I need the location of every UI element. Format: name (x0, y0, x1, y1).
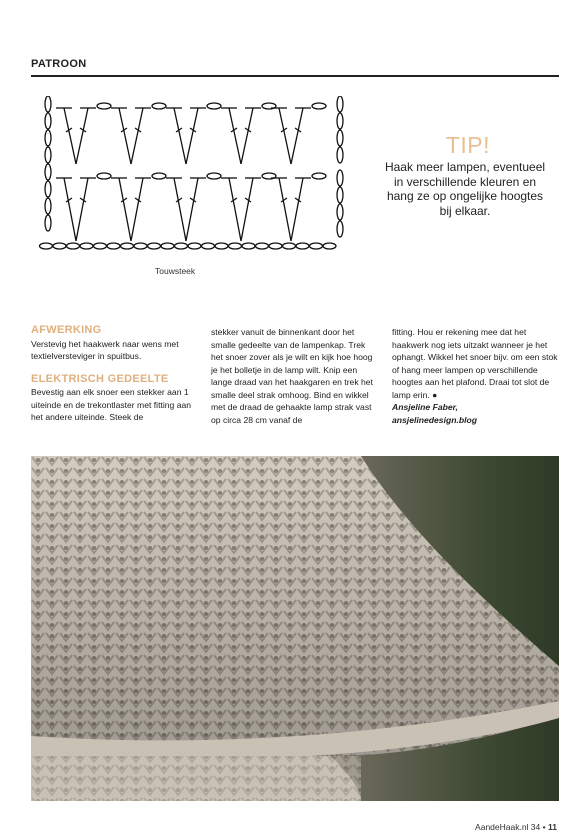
chain-stitch-symbol (152, 173, 166, 179)
chain-stitch-symbol (323, 243, 336, 249)
side-chain-symbol (337, 204, 343, 220)
paragraph-col2: stekker vanuit de binnenkant door het smalle gedeelte van de lampenkap. Trek het snoer zover als je wilt en kijk hoe hoog je het bolletje in de lamp wilt. Knip een lange draad van het haakgaren en trek het smalle deel strak omhoog. Bind en wikkel met de draad de gehaakte lamp strak vast op circa 28 cm vanaf de (211, 327, 373, 425)
side-chain-symbol (45, 215, 51, 231)
chain-stitch-symbol (175, 243, 188, 249)
side-chain-symbol (45, 164, 51, 180)
double-crochet-symbol (291, 108, 303, 164)
double-crochet-symbol (229, 178, 241, 241)
page-number: 11 (548, 822, 557, 832)
chain-stitch-symbol (152, 103, 166, 109)
chain-stitch-symbol (94, 243, 107, 249)
chain-stitch-symbol (107, 243, 120, 249)
chain-stitch-symbol (229, 243, 242, 249)
double-crochet-symbol (229, 108, 241, 164)
chain-stitch-symbol (296, 243, 309, 249)
chain-stitch-symbol (148, 243, 161, 249)
side-chain-symbol (337, 170, 343, 186)
chain-stitch-symbol (312, 173, 326, 179)
double-crochet-symbol (131, 108, 143, 164)
text-column-2 (211, 326, 377, 426)
chain-stitch-symbol (207, 173, 221, 179)
chain-stitch-symbol (312, 103, 326, 109)
double-crochet-symbol (64, 108, 76, 164)
side-chain-symbol (337, 221, 343, 237)
double-crochet-symbol (64, 178, 76, 241)
chart-caption: Touwsteek (155, 266, 196, 276)
author-website: ansjelinedesign.blog (392, 414, 477, 425)
chain-stitch-symbol (202, 243, 215, 249)
chain-stitch-symbol (80, 243, 93, 249)
end-mark: ● (432, 389, 438, 400)
side-chain-symbol (337, 113, 343, 129)
footer-bullet: • (542, 822, 546, 832)
double-crochet-symbol (119, 178, 131, 241)
side-chain-symbol (45, 147, 51, 163)
chain-stitch-symbol (256, 243, 269, 249)
heading-afwerking: AFWERKING (31, 324, 102, 336)
chain-stitch-symbol (97, 173, 111, 179)
tip-title: TIP! (445, 132, 490, 158)
chain-stitch-symbol (40, 243, 53, 249)
chain-stitch-symbol (215, 243, 228, 249)
chain-stitch-symbol (283, 243, 296, 249)
side-chain-symbol (337, 187, 343, 203)
side-chain-symbol (337, 130, 343, 146)
footer-magazine: AandeHaak.nl 34 (475, 822, 541, 832)
section-title: PATROON (31, 58, 87, 70)
double-crochet-symbol (76, 108, 88, 164)
chain-stitch-symbol (188, 243, 201, 249)
paragraph-elektrisch: Bevestig aan elk snoer een stekker aan 1 uiteinde en de trekontlaster met fitting aan het andere uiteinde. Steek de (31, 387, 192, 422)
lampshade-photo (31, 456, 559, 801)
side-chain-symbol (337, 96, 343, 112)
side-chain-symbol (45, 96, 51, 112)
paragraph-afwerking: Verstevig het haakwerk naar wens met textielversteviger in spuitbus. (31, 338, 179, 361)
double-crochet-symbol (279, 178, 291, 241)
double-crochet-symbol (291, 178, 303, 241)
text-column-1 (31, 324, 199, 424)
chain-stitch-symbol (134, 243, 147, 249)
chain-stitch-symbol (121, 243, 134, 249)
side-chain-symbol (45, 181, 51, 197)
col3-text: fitting. Hou er rekening mee dat het haakwerk nog iets uitzakt wanneer je het ophangt. Wikkel het snoer bijv. om een stok of hang meer lampen op verschillende hoogtes aan het plafond. Draai tot slot de lamp erin. (392, 327, 558, 400)
double-crochet-symbol (119, 108, 131, 164)
double-crochet-symbol (174, 178, 186, 241)
chain-stitch-symbol (262, 173, 276, 179)
header-rule (31, 75, 559, 77)
side-chain-symbol (337, 147, 343, 163)
double-crochet-symbol (241, 178, 253, 241)
double-crochet-symbol (131, 178, 143, 241)
heading-elektrisch: ELEKTRISCH GEDEELTE (31, 372, 169, 385)
chain-stitch-symbol (269, 243, 282, 249)
chain-stitch-symbol (67, 243, 80, 249)
chain-stitch-symbol (161, 243, 174, 249)
double-crochet-symbol (186, 108, 198, 164)
chain-stitch-symbol (310, 243, 323, 249)
chain-stitch-symbol (97, 103, 111, 109)
double-crochet-symbol (241, 108, 253, 164)
text-column-3 (392, 326, 559, 426)
chain-stitch-symbol (242, 243, 255, 249)
double-crochet-symbol (279, 108, 291, 164)
double-crochet-symbol (76, 178, 88, 241)
side-chain-symbol (45, 198, 51, 214)
author-name: Ansjeline Faber, (392, 402, 458, 412)
double-crochet-symbol (186, 178, 198, 241)
paragraph-col3 (392, 326, 559, 401)
page-footer (475, 822, 557, 832)
chain-stitch-symbol (53, 243, 66, 249)
tip-text: Haak meer lampen, eventueel in verschillende kleuren en hang ze op ongelijke hoogtes bij elkaar. (384, 160, 546, 218)
chain-stitch-symbol (207, 103, 221, 109)
chain-stitch-symbol (262, 103, 276, 109)
side-chain-symbol (45, 113, 51, 129)
double-crochet-symbol (174, 108, 186, 164)
side-chain-symbol (45, 130, 51, 146)
crochet-chart (36, 96, 356, 256)
